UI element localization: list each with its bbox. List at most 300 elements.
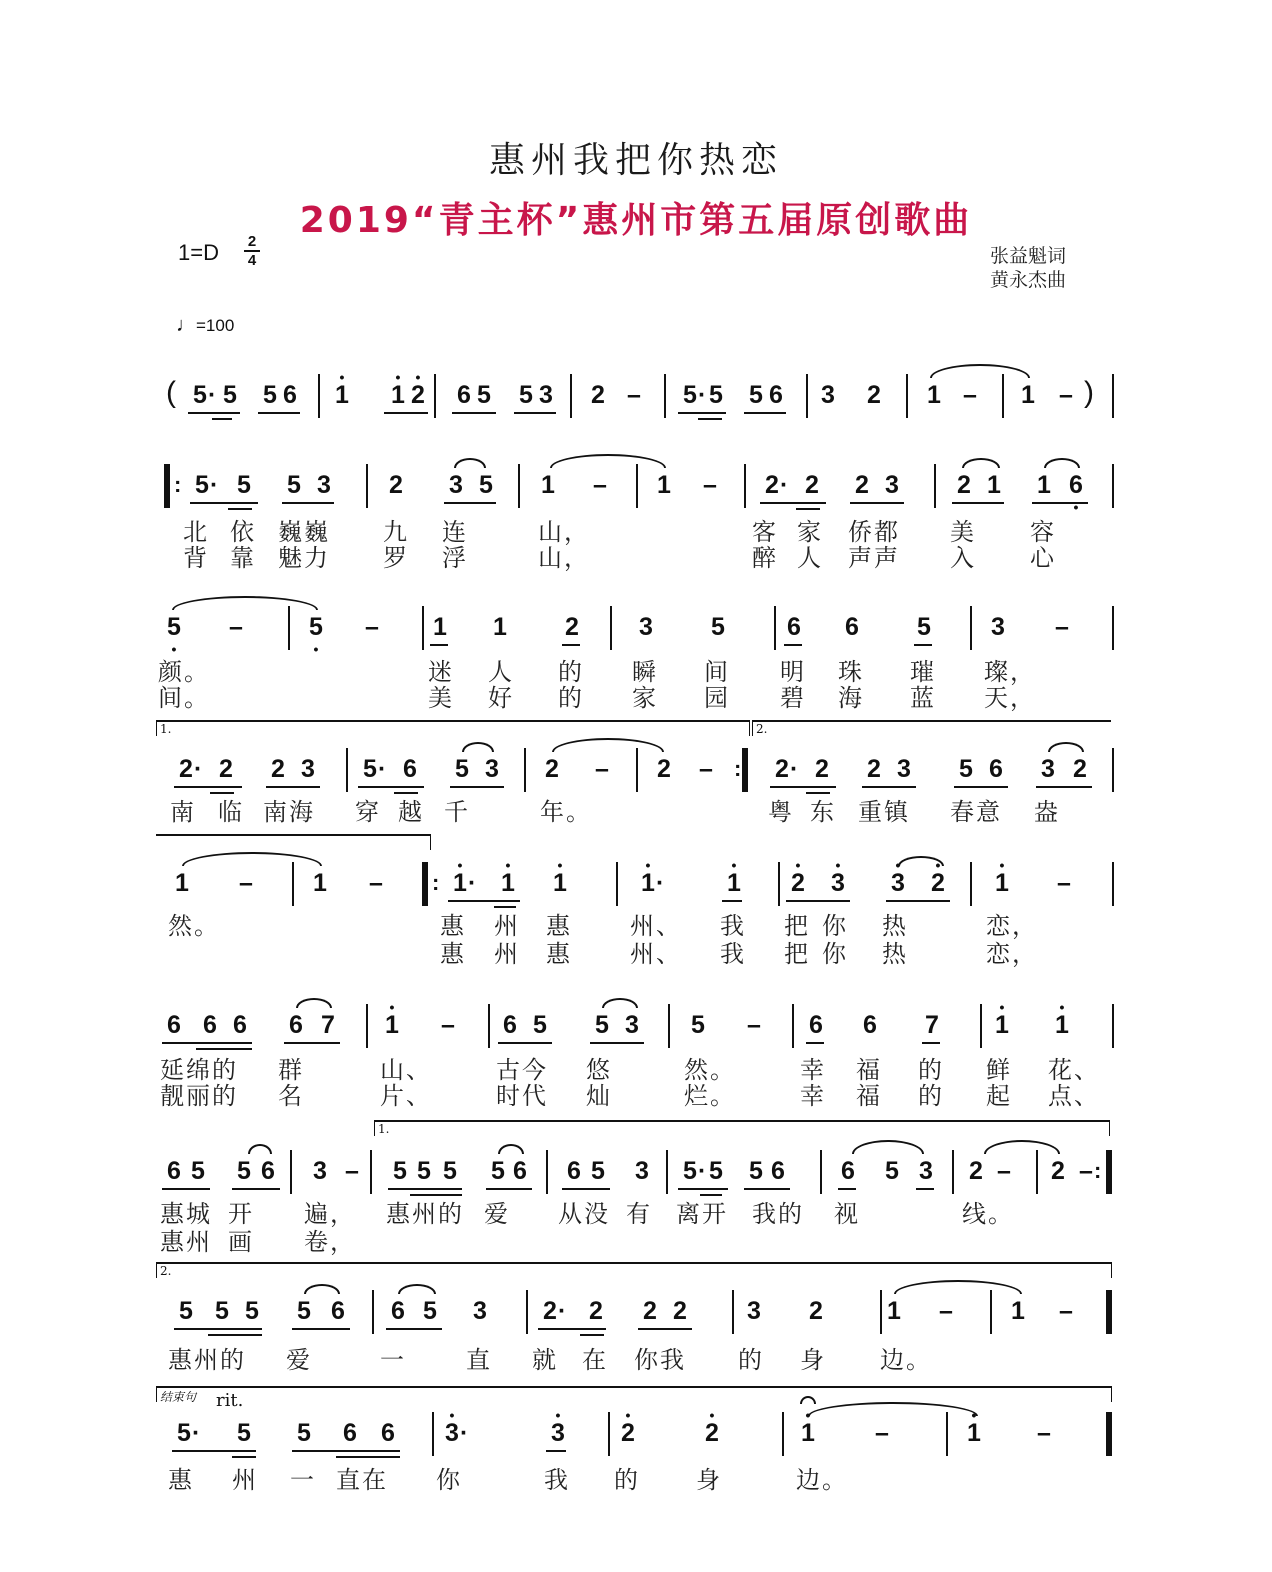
note-digit: 5 bbox=[263, 381, 277, 409]
bar-line bbox=[526, 1290, 528, 1334]
note bbox=[986, 612, 1010, 642]
lyric-syllable: 爱 bbox=[484, 1200, 510, 1228]
note-digit: – bbox=[703, 471, 717, 499]
octave-up-dot: • bbox=[795, 857, 801, 873]
note bbox=[704, 1156, 728, 1186]
beam-underline bbox=[1032, 502, 1088, 504]
beam-underline bbox=[562, 1188, 610, 1190]
note bbox=[190, 470, 219, 500]
score-system bbox=[0, 1390, 1272, 1538]
slur-tie bbox=[304, 1284, 340, 1294]
hold-dash bbox=[436, 1010, 460, 1040]
repeat-dots: : bbox=[174, 472, 182, 497]
beam-underline bbox=[258, 412, 300, 414]
note-digit: 2 bbox=[545, 755, 559, 783]
note-digit: 1 bbox=[1037, 471, 1051, 499]
lyric-syllable: 边。 bbox=[796, 1466, 848, 1494]
lyric-syllable: 爱 bbox=[286, 1346, 312, 1374]
lyric-syllable: 惠 bbox=[440, 940, 466, 968]
beam-underline bbox=[850, 502, 904, 504]
note-digit: 5 bbox=[491, 1157, 505, 1185]
lyric-syllable: 群 bbox=[278, 1056, 304, 1084]
lyric-syllable: 我 bbox=[544, 1466, 570, 1494]
lyric-syllable: 你 bbox=[822, 940, 848, 968]
bar-line bbox=[666, 1150, 668, 1194]
note-digit: 2 bbox=[411, 381, 425, 409]
repeat-dots: : bbox=[432, 870, 440, 895]
quarter-note-icon: ♩ bbox=[176, 314, 196, 336]
score-system bbox=[0, 470, 1272, 590]
octave-up-dot: • bbox=[835, 857, 841, 873]
lyric-syllable: 璀 bbox=[910, 658, 936, 686]
hold-dash bbox=[934, 1296, 958, 1326]
lyric-syllable: 州 bbox=[494, 912, 520, 940]
note-digit: 2 bbox=[673, 1297, 687, 1325]
note-digit: 3 bbox=[445, 1419, 459, 1447]
note-digit: – bbox=[747, 1011, 761, 1039]
lyric-syllable: 间 bbox=[704, 658, 730, 686]
note-digit: 1 bbox=[391, 381, 405, 409]
volta-label: 1. bbox=[160, 722, 172, 736]
volta-bracket bbox=[156, 720, 750, 736]
octave-down-dot: • bbox=[171, 641, 177, 657]
beam-underline bbox=[678, 412, 726, 414]
score-system bbox=[0, 999, 1272, 1130]
lyric-syllable: 然。 bbox=[168, 912, 220, 940]
note-digit: 1 bbox=[967, 1419, 981, 1447]
beam-underline bbox=[448, 900, 520, 902]
octave-up-dot: • bbox=[935, 857, 941, 873]
volta-bracket-end bbox=[156, 834, 431, 850]
note bbox=[1032, 470, 1056, 500]
note-digit: 5 bbox=[711, 613, 725, 641]
slur-tie bbox=[930, 364, 1030, 378]
bar-line bbox=[366, 1004, 368, 1048]
note-digit: 3 bbox=[449, 471, 463, 499]
lyric-syllable: 东 bbox=[810, 798, 836, 826]
note bbox=[308, 868, 332, 898]
note-digit: 3 bbox=[897, 755, 911, 783]
note bbox=[1046, 1156, 1070, 1186]
slur-tie bbox=[398, 1284, 436, 1294]
bar-line bbox=[524, 748, 526, 792]
lyric-syllable: 依 bbox=[230, 518, 256, 546]
note-digit: – bbox=[875, 1419, 889, 1447]
note-digit: 6 bbox=[1069, 471, 1083, 499]
note-digit: 3 bbox=[317, 471, 331, 499]
note bbox=[496, 857, 520, 898]
note bbox=[880, 470, 904, 500]
note bbox=[282, 470, 306, 500]
score-system bbox=[0, 1122, 1272, 1276]
note-digit: 5 bbox=[223, 381, 237, 409]
note bbox=[284, 1010, 308, 1040]
note-digit: 6 bbox=[331, 1297, 345, 1325]
note-digit: 5 bbox=[309, 613, 323, 641]
beam-underline bbox=[486, 1188, 532, 1190]
note bbox=[840, 612, 864, 642]
beam-underline bbox=[266, 786, 320, 788]
hold-dash bbox=[1052, 868, 1076, 898]
note-digit: 2 bbox=[815, 755, 829, 783]
note-digit: 3 bbox=[747, 1297, 761, 1325]
note-digit: 5 bbox=[479, 471, 493, 499]
note bbox=[292, 1418, 316, 1448]
repeat-end-dots: : bbox=[1094, 1158, 1102, 1183]
beam-underline bbox=[562, 644, 580, 646]
note-digit: 2 bbox=[931, 869, 945, 897]
beam-underline bbox=[172, 1450, 256, 1452]
lyric-syllable: 从没 bbox=[558, 1200, 610, 1228]
note bbox=[782, 612, 806, 642]
note-digit: 5 bbox=[885, 1157, 899, 1185]
note-digit: 5 bbox=[709, 381, 723, 409]
bar-line bbox=[1002, 374, 1004, 418]
note bbox=[210, 1296, 234, 1326]
octave-up-dot: • bbox=[339, 369, 345, 385]
slur-tie bbox=[852, 1140, 924, 1154]
note-digit: – bbox=[229, 613, 243, 641]
note-digit: 2 bbox=[969, 1157, 983, 1185]
note bbox=[706, 612, 730, 642]
bar-line bbox=[318, 374, 320, 418]
note bbox=[292, 1296, 316, 1326]
note bbox=[266, 754, 290, 784]
note bbox=[638, 1296, 662, 1326]
lyric-syllable: 容 bbox=[1030, 518, 1056, 546]
volta-label: 结束句 bbox=[160, 1390, 197, 1404]
volta-bracket bbox=[374, 1120, 1110, 1136]
augmentation-dot: · bbox=[558, 1297, 567, 1325]
lyric-syllable: 入 bbox=[950, 544, 976, 572]
note bbox=[296, 754, 320, 784]
note-digit: 5 bbox=[287, 471, 301, 499]
note bbox=[620, 1010, 644, 1040]
octave-up-dot: • bbox=[625, 1407, 631, 1423]
note bbox=[548, 857, 572, 898]
note bbox=[636, 857, 665, 898]
lyric-syllable: 延绵的 bbox=[160, 1056, 238, 1084]
hold-dash bbox=[1054, 1296, 1078, 1326]
bar-line bbox=[732, 1290, 734, 1334]
beam-underline bbox=[698, 418, 722, 420]
slur-tie bbox=[498, 1144, 524, 1154]
note bbox=[412, 1156, 436, 1186]
octave-up-dot: • bbox=[999, 857, 1005, 873]
note-digit: 6 bbox=[261, 1157, 275, 1185]
note bbox=[810, 754, 834, 784]
beam-underline bbox=[232, 1456, 256, 1458]
lyric-syllable: 背 bbox=[183, 544, 209, 572]
lyric-syllable: 你我 bbox=[634, 1346, 686, 1374]
note-digit: – bbox=[963, 381, 977, 409]
note-digit: – bbox=[1057, 869, 1071, 897]
bar-line bbox=[980, 1004, 982, 1048]
augmentation-dot: · bbox=[780, 471, 789, 499]
lyric-syllable: 惠 bbox=[546, 912, 572, 940]
note-digit: 1 bbox=[541, 471, 555, 499]
note-digit: 5 bbox=[177, 1419, 191, 1447]
competition-subtitle: 2019“青主杯”惠州市第五届原创歌曲 bbox=[299, 200, 973, 241]
bar-line bbox=[774, 606, 776, 650]
beam-underline bbox=[786, 900, 850, 902]
note-digit: 3 bbox=[625, 1011, 639, 1039]
lyric-syllable: 颜。 bbox=[158, 658, 210, 686]
lyric-syllable: 的 bbox=[614, 1466, 640, 1494]
lyric-syllable: 美 bbox=[428, 684, 454, 712]
note-digit: 7 bbox=[925, 1011, 939, 1039]
note-digit: – bbox=[1059, 381, 1073, 409]
octave-up-dot: • bbox=[555, 1407, 561, 1423]
lyric-syllable: 侨都 bbox=[848, 518, 900, 546]
note bbox=[764, 380, 788, 410]
hold-dash bbox=[958, 380, 982, 410]
bar-line bbox=[946, 1412, 948, 1456]
beam-underline bbox=[580, 1334, 604, 1336]
note-digit: 3 bbox=[485, 755, 499, 783]
double-bar-line bbox=[1106, 1412, 1112, 1456]
note bbox=[188, 380, 217, 410]
lyric-syllable: 恋， bbox=[986, 940, 1038, 968]
slur-tie bbox=[462, 742, 494, 752]
lyric-syllable: 州、 bbox=[630, 912, 682, 940]
note-digit: 5 bbox=[417, 1157, 431, 1185]
note bbox=[800, 470, 824, 500]
note bbox=[590, 1010, 614, 1040]
bar-line bbox=[880, 1290, 882, 1334]
lyric-syllable: 醉 bbox=[752, 544, 778, 572]
note bbox=[816, 380, 840, 410]
note-digit: 2 bbox=[565, 613, 579, 641]
note bbox=[534, 380, 558, 410]
lyric-syllable: 时代 bbox=[496, 1082, 548, 1110]
lyric-syllable: 片、 bbox=[380, 1082, 432, 1110]
hold-dash bbox=[992, 1156, 1016, 1186]
bar-line bbox=[744, 464, 746, 508]
hold-dash bbox=[234, 868, 258, 898]
note-digit: 3 bbox=[885, 471, 899, 499]
note-digit: 1 bbox=[641, 869, 655, 897]
lyric-syllable: 九 bbox=[383, 518, 409, 546]
hold-dash bbox=[224, 612, 248, 642]
note bbox=[278, 380, 302, 410]
bar-line bbox=[570, 374, 572, 418]
note-digit: 3 bbox=[831, 869, 845, 897]
note-digit: 1 bbox=[1021, 381, 1035, 409]
lyric-syllable: 热 bbox=[882, 940, 908, 968]
note-digit: 2 bbox=[867, 381, 881, 409]
note-digit: 5 bbox=[237, 1419, 251, 1447]
lyric-syllable: 幸 bbox=[800, 1082, 826, 1110]
octave-up-dot: • bbox=[505, 857, 511, 873]
bar-line bbox=[488, 1004, 490, 1048]
bar-line bbox=[636, 748, 638, 792]
note bbox=[804, 1296, 828, 1326]
beam-underline bbox=[538, 1328, 606, 1330]
note-digit: 2 bbox=[1051, 1157, 1065, 1185]
note-digit: 6 bbox=[283, 381, 297, 409]
beam-underline bbox=[1036, 786, 1092, 788]
note bbox=[480, 754, 504, 784]
note bbox=[796, 1407, 820, 1448]
note bbox=[990, 999, 1014, 1040]
beam-underline bbox=[388, 1188, 462, 1190]
augmentation-dot: · bbox=[790, 755, 799, 783]
double-bar-line bbox=[1106, 1150, 1112, 1194]
note-digit: 5 bbox=[917, 613, 931, 641]
note-digit: 2 bbox=[705, 1419, 719, 1447]
bar-line bbox=[616, 862, 618, 906]
lyric-syllable: 我的 bbox=[752, 1200, 804, 1228]
note-digit: 1 bbox=[887, 1297, 901, 1325]
note-digit: 1 bbox=[553, 869, 567, 897]
lyric-syllable: 千 bbox=[444, 798, 470, 826]
note-digit: 5 bbox=[595, 1011, 609, 1039]
note-digit: 3 bbox=[639, 613, 653, 641]
note-digit: 1 bbox=[801, 1419, 815, 1447]
lyric-syllable: 把 bbox=[784, 912, 810, 940]
bar-line bbox=[668, 1004, 670, 1048]
lyric-syllable: 声声 bbox=[848, 544, 900, 572]
note bbox=[388, 1156, 412, 1186]
bar-line bbox=[934, 464, 936, 508]
beam-underline bbox=[444, 502, 496, 504]
beam-underline bbox=[498, 1042, 552, 1044]
beam-underline bbox=[384, 412, 428, 414]
beam-underline bbox=[546, 1450, 566, 1452]
note-digit: 5 bbox=[245, 1297, 259, 1325]
bar-line bbox=[806, 374, 808, 418]
note bbox=[232, 1418, 256, 1448]
note-digit: 6 bbox=[391, 1297, 405, 1325]
note bbox=[984, 754, 1008, 784]
lyric-syllable: 海 bbox=[838, 684, 864, 712]
octave-up-dot: • bbox=[895, 857, 901, 873]
double-bar-line bbox=[1106, 1290, 1112, 1334]
note-digit: 6 bbox=[503, 1011, 517, 1039]
hold-dash bbox=[742, 1010, 766, 1040]
paren-close: ) bbox=[1084, 376, 1094, 409]
lyric-syllable: 恋， bbox=[986, 912, 1038, 940]
beam-underline bbox=[494, 906, 516, 908]
note bbox=[398, 754, 422, 784]
note-digit: 6 bbox=[381, 1419, 395, 1447]
note bbox=[562, 1156, 586, 1186]
volta-label: 2. bbox=[160, 1264, 172, 1278]
lyric-syllable: 一 bbox=[290, 1466, 316, 1494]
note-digit: – bbox=[627, 381, 641, 409]
lyric-syllable: 画 bbox=[228, 1228, 254, 1256]
note bbox=[546, 1407, 570, 1448]
lyric-syllable: 惠 bbox=[546, 940, 572, 968]
beam-underline bbox=[232, 1188, 280, 1190]
note bbox=[678, 380, 707, 410]
beam-underline bbox=[292, 1328, 350, 1330]
lyric-syllable: 山， bbox=[538, 518, 590, 546]
bar-line bbox=[372, 1290, 374, 1334]
volta-bracket bbox=[156, 1262, 1112, 1278]
note-digit: 6 bbox=[457, 381, 471, 409]
note-digit: 5 bbox=[443, 1157, 457, 1185]
note-digit: – bbox=[1079, 1157, 1093, 1185]
beam-underline bbox=[722, 900, 742, 902]
beam-underline bbox=[358, 786, 424, 788]
slur-tie bbox=[172, 596, 318, 610]
note-digit: – bbox=[369, 869, 383, 897]
note bbox=[954, 754, 978, 784]
note-digit: 6 bbox=[203, 1011, 217, 1039]
bar-line bbox=[292, 862, 294, 906]
lyric-syllable: 的 bbox=[918, 1056, 944, 1084]
augmentation-dot: · bbox=[698, 381, 707, 409]
beam-underline bbox=[284, 1042, 340, 1044]
beam-underline bbox=[208, 1334, 262, 1336]
beam-underline bbox=[638, 1328, 692, 1330]
octave-down-dot: • bbox=[1073, 499, 1079, 515]
note-digit: 2 bbox=[809, 1297, 823, 1325]
note bbox=[472, 380, 496, 410]
note bbox=[586, 1156, 610, 1186]
note-digit: – bbox=[699, 755, 713, 783]
lyric-syllable: 热 bbox=[882, 912, 908, 940]
note bbox=[304, 612, 328, 657]
beam-underline bbox=[796, 508, 820, 510]
note bbox=[584, 1296, 608, 1326]
lyric-syllable: 蓝 bbox=[910, 684, 936, 712]
slur-tie bbox=[296, 998, 332, 1008]
volta-label: 1. bbox=[378, 1122, 390, 1136]
note bbox=[652, 470, 676, 500]
note-digit: 1 bbox=[453, 869, 467, 897]
note-digit: 5 bbox=[193, 381, 207, 409]
note-digit: 2 bbox=[591, 381, 605, 409]
note-digit: 5 bbox=[683, 381, 697, 409]
note-digit: 6 bbox=[845, 613, 859, 641]
lyric-syllable: 间。 bbox=[158, 684, 210, 712]
beam-underline bbox=[770, 786, 836, 788]
lyric-syllable: 罗 bbox=[383, 544, 409, 572]
lyric-syllable: 在 bbox=[582, 1346, 608, 1374]
note bbox=[744, 1156, 768, 1186]
lyric-syllable: 一 bbox=[380, 1346, 406, 1374]
note-digit: 6 bbox=[167, 1157, 181, 1185]
bar-line bbox=[820, 1150, 822, 1194]
note-digit: 5 bbox=[519, 381, 533, 409]
beam-underline bbox=[886, 900, 950, 902]
note-digit: 6 bbox=[167, 1011, 181, 1039]
bar-line bbox=[1112, 606, 1114, 650]
beam-underline bbox=[450, 786, 504, 788]
hold-dash bbox=[694, 754, 718, 784]
beam-underline bbox=[760, 502, 826, 504]
note bbox=[920, 1010, 944, 1040]
lyric-syllable: 线。 bbox=[962, 1200, 1014, 1228]
lyric-syllable: 珠 bbox=[838, 658, 864, 686]
note bbox=[616, 1407, 640, 1448]
augmentation-dot: · bbox=[210, 471, 219, 499]
note-digit: – bbox=[365, 613, 379, 641]
note bbox=[450, 754, 474, 784]
note bbox=[528, 1010, 552, 1040]
volta-bracket bbox=[156, 1386, 1112, 1402]
bar-line bbox=[608, 1412, 610, 1456]
beam-underline bbox=[174, 1328, 262, 1330]
lyric-syllable: 好 bbox=[488, 684, 514, 712]
note-digit: 2 bbox=[657, 755, 671, 783]
lyric-syllable: 心 bbox=[1030, 544, 1056, 572]
note bbox=[982, 470, 1006, 500]
augmentation-dot: · bbox=[208, 381, 217, 409]
